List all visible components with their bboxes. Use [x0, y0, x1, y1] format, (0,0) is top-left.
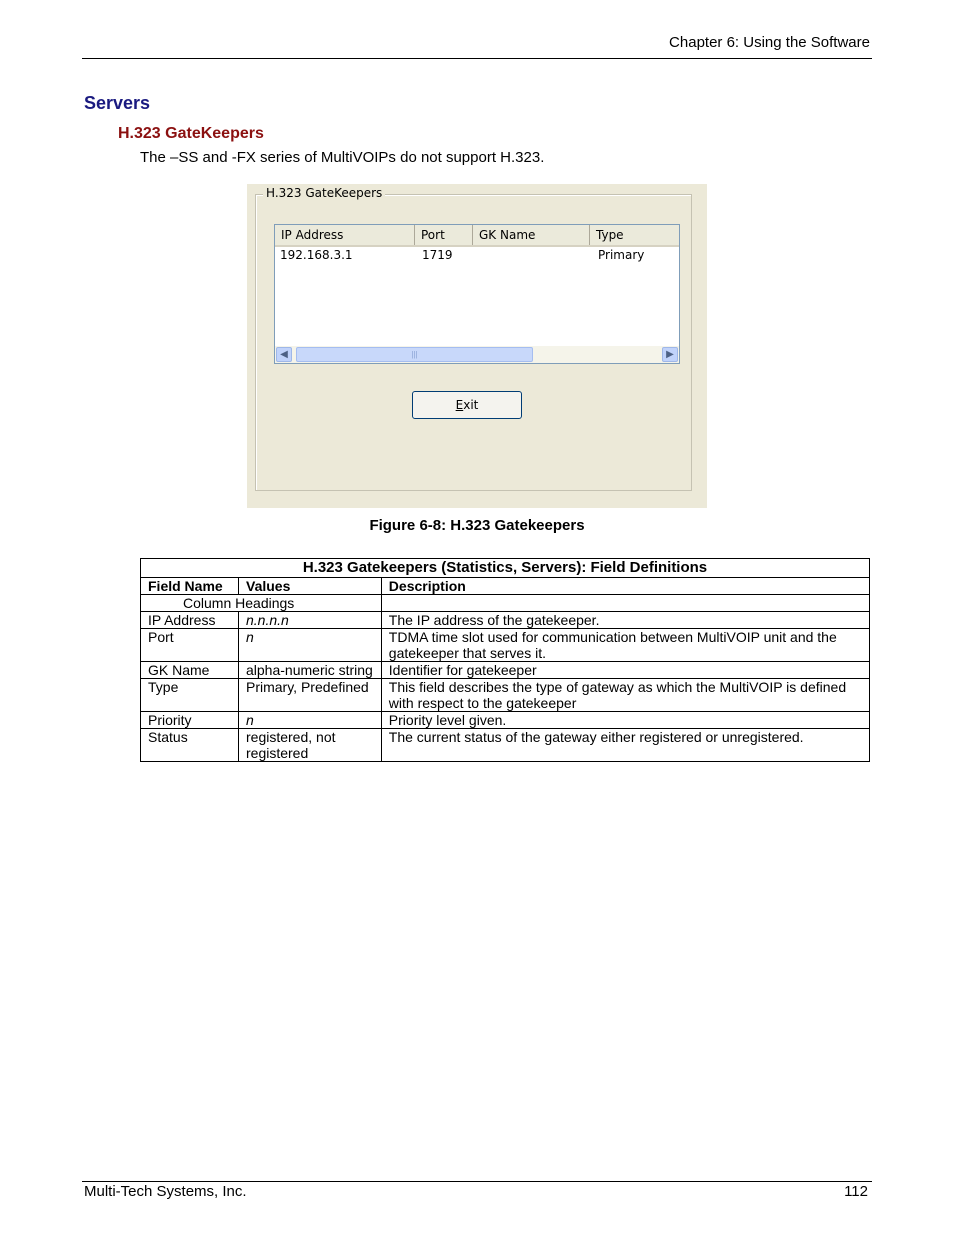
row-port[interactable]: 1719: [422, 248, 453, 262]
header-rule: [82, 58, 872, 59]
footer-rule: [82, 1181, 872, 1182]
gatekeepers-dialog: [247, 184, 707, 508]
scroll-thumb[interactable]: |||: [296, 347, 533, 362]
footer-page-number: 112: [844, 1183, 868, 1200]
field-definitions-table: [140, 558, 870, 762]
table-row: Priority n Priority level given.: [141, 712, 870, 729]
column-ip-address[interactable]: IP Address: [275, 225, 415, 245]
table-row: Port n TDMA time slot used for communication between MultiVOIP unit and the gatekeeper that serves it.: [141, 629, 870, 662]
column-port[interactable]: Port: [415, 225, 473, 245]
header-values: Values: [239, 578, 382, 595]
exit-button[interactable]: Exit: [412, 391, 522, 419]
row-ip-address[interactable]: 192.168.3.1: [280, 248, 353, 262]
intro-text: The –SS and -FX series of MultiVOIPs do not support H.323.: [140, 149, 545, 166]
column-headings-row: Column Headings: [141, 595, 382, 612]
scroll-right-icon[interactable]: ▶: [662, 347, 678, 362]
figure-caption: Figure 6-8: H.323 Gatekeepers: [369, 517, 585, 534]
groupbox-label: H.323 GateKeepers: [263, 186, 385, 200]
table-row: Status registered, not registered The current status of the gateway either registered or unregistered.: [141, 729, 870, 762]
list-header: [275, 225, 679, 247]
gatekeepers-list[interactable]: [274, 224, 680, 364]
scroll-left-icon[interactable]: ◀: [276, 347, 292, 362]
section-title: Servers: [84, 93, 151, 113]
row-type[interactable]: Primary: [598, 248, 645, 262]
chapter-header: Chapter 6: Using the Software: [669, 34, 870, 51]
table-row: Type Primary, Predefined This field describes the type of gateway as which the MultiVOIP is defined with respect to the gatekeeper: [141, 679, 870, 712]
table-row: IP Address n.n.n.n The IP address of the gatekeeper.: [141, 612, 870, 629]
footer-company: Multi-Tech Systems, Inc.: [84, 1183, 247, 1200]
column-type[interactable]: Type: [596, 228, 624, 242]
subsection-title: H.323 GateKeepers: [118, 125, 264, 142]
horizontal-scrollbar[interactable]: [275, 346, 679, 363]
header-field-name: Field Name: [141, 578, 239, 595]
table-title: H.323 Gatekeepers (Statistics, Servers): Field Definitions: [141, 559, 870, 578]
table-row: GK Name alpha-numeric string Identifier for gatekeeper: [141, 662, 870, 679]
column-gk-name[interactable]: GK Name: [473, 225, 590, 245]
header-description: Description: [381, 578, 869, 595]
